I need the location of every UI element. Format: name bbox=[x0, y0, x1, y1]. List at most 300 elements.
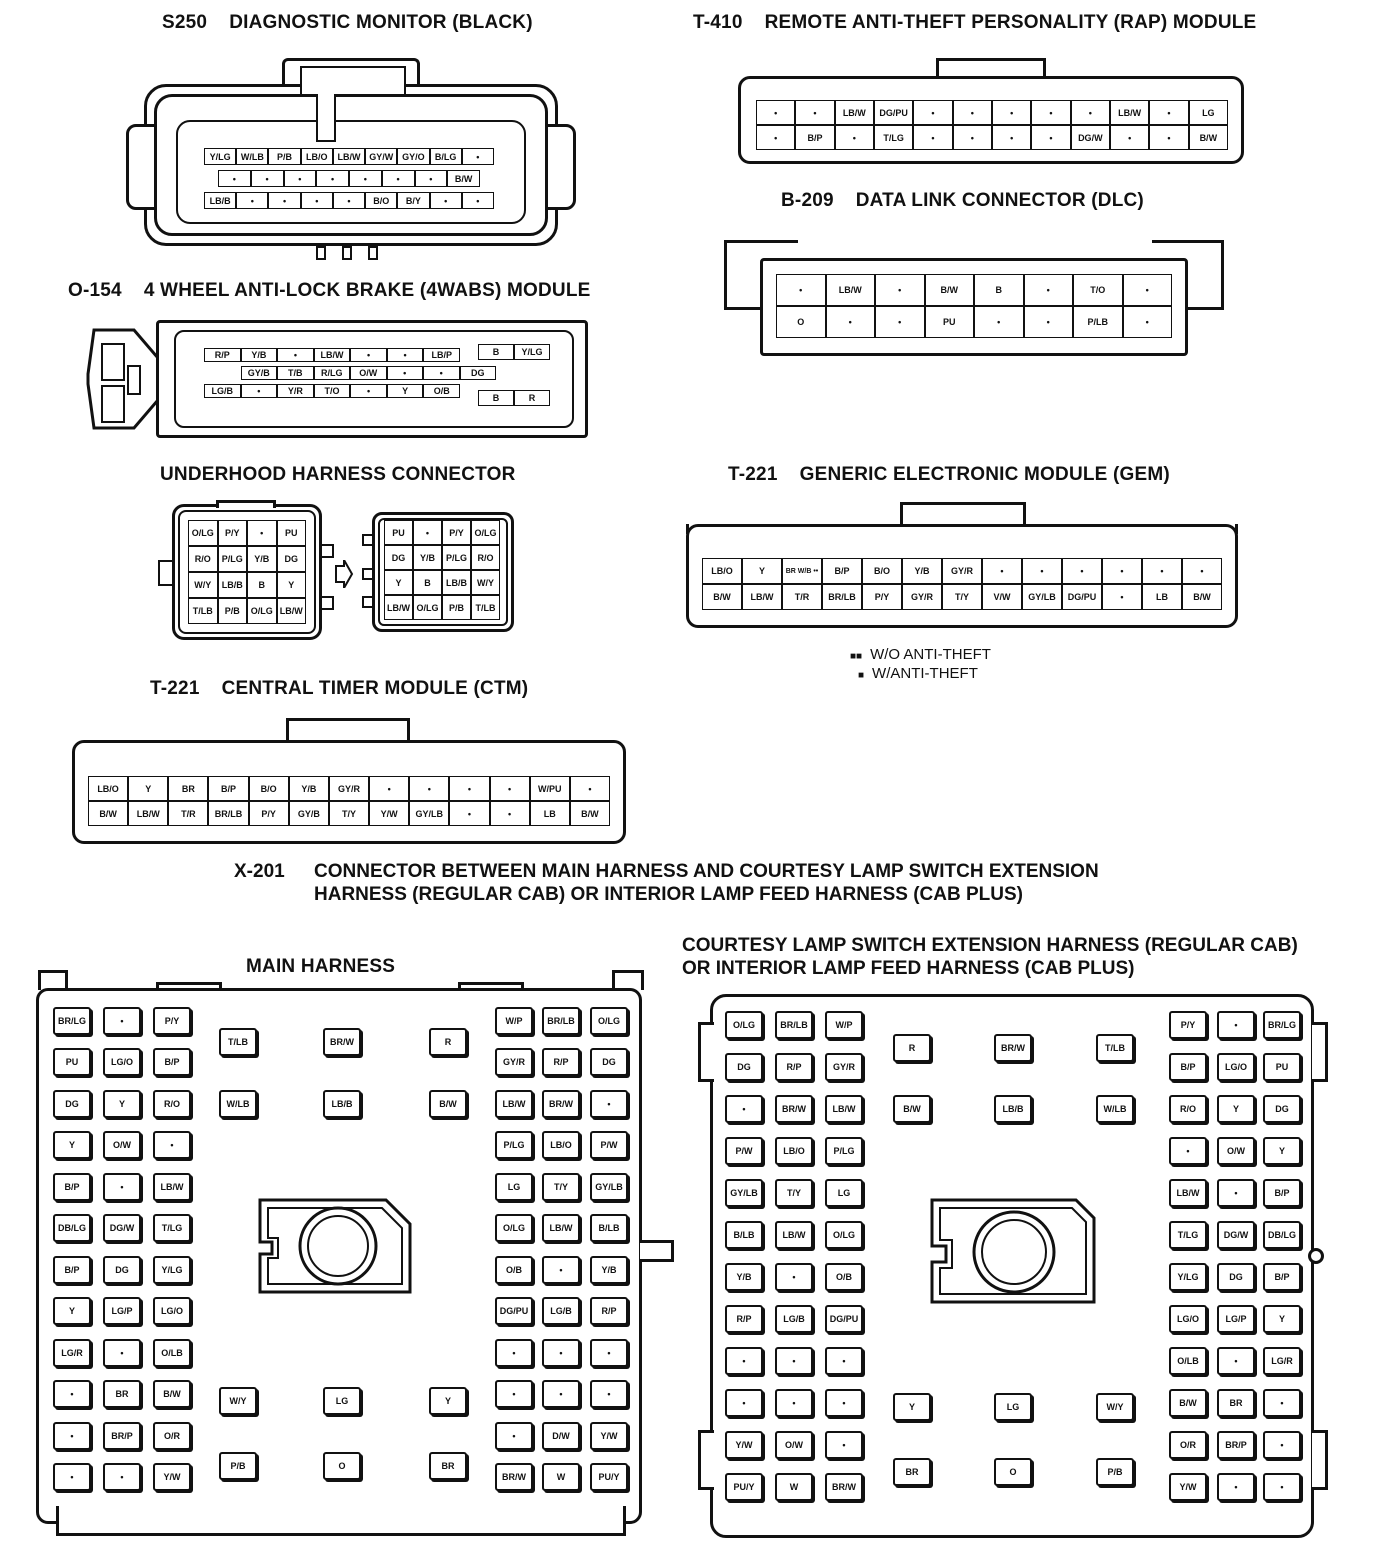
pin: • bbox=[387, 366, 424, 380]
pin: • bbox=[835, 125, 874, 150]
pin: LG bbox=[323, 1387, 361, 1415]
pin: • bbox=[1123, 306, 1173, 338]
pin: • bbox=[449, 776, 489, 801]
o154-latch-icon bbox=[84, 324, 164, 434]
pin: Y/B bbox=[289, 776, 329, 801]
pin: • bbox=[413, 520, 442, 545]
pin: LG bbox=[994, 1393, 1032, 1421]
pin: O/B bbox=[495, 1256, 533, 1284]
pin: LB/W bbox=[277, 598, 307, 624]
pin: • bbox=[423, 366, 460, 380]
pin: W/P bbox=[825, 1011, 863, 1039]
pin: DG bbox=[1217, 1263, 1255, 1291]
pin: W/Y bbox=[188, 572, 218, 598]
pin: Y/W bbox=[369, 801, 409, 826]
pin: • bbox=[756, 125, 795, 150]
pin: • bbox=[103, 1463, 141, 1491]
pin: DG bbox=[384, 545, 413, 570]
pin: • bbox=[725, 1389, 763, 1417]
pin: B/O bbox=[365, 192, 397, 209]
pin: • bbox=[992, 100, 1031, 125]
pin: W bbox=[775, 1473, 813, 1501]
pin: LB/W bbox=[835, 100, 874, 125]
pin: • bbox=[725, 1095, 763, 1123]
pin: B/LB bbox=[725, 1221, 763, 1249]
pin: • bbox=[1142, 558, 1182, 584]
pin: LB bbox=[1142, 584, 1182, 610]
pin: LB/B bbox=[442, 570, 471, 595]
pin: R bbox=[514, 390, 550, 406]
pin: LG/R bbox=[1263, 1347, 1301, 1375]
pin: • bbox=[387, 348, 424, 362]
gem-legend bbox=[850, 646, 991, 684]
pin: B/P bbox=[53, 1173, 91, 1201]
pin: T/LB bbox=[188, 598, 218, 624]
pin: • bbox=[1217, 1347, 1255, 1375]
pin: O/LB bbox=[153, 1339, 191, 1367]
pin: O/B bbox=[423, 384, 460, 398]
pin: • bbox=[316, 170, 349, 187]
pin: LB/B bbox=[218, 572, 248, 598]
pin: BR/W bbox=[825, 1473, 863, 1501]
pin: LB/O bbox=[88, 776, 128, 801]
pin: P/Y bbox=[862, 584, 902, 610]
pin: B/W bbox=[1189, 125, 1228, 150]
pin: Y/B bbox=[902, 558, 942, 584]
pin: GY/R bbox=[495, 1048, 533, 1076]
pin: • bbox=[153, 1131, 191, 1159]
pin: Y bbox=[103, 1090, 141, 1118]
pin: • bbox=[542, 1256, 580, 1284]
pin: • bbox=[875, 274, 925, 306]
pin: • bbox=[1123, 274, 1173, 306]
ctm-connector bbox=[72, 718, 626, 844]
pin: B/LB bbox=[590, 1214, 628, 1242]
pin: LB/O bbox=[775, 1137, 813, 1165]
pin: BR bbox=[893, 1458, 931, 1486]
pin: Y bbox=[53, 1297, 91, 1325]
pin: T/R bbox=[782, 584, 822, 610]
pin: • bbox=[1217, 1011, 1255, 1039]
pin: B/P bbox=[53, 1256, 91, 1284]
pin: DG bbox=[1263, 1095, 1301, 1123]
pin: LB/W bbox=[384, 595, 413, 620]
pin: B/W bbox=[429, 1090, 467, 1118]
pin: P/LG bbox=[495, 1131, 533, 1159]
pin: O/LG bbox=[590, 1007, 628, 1035]
pin: • bbox=[1071, 100, 1110, 125]
pin: O/LG bbox=[413, 595, 442, 620]
pin: BR/LB bbox=[208, 801, 248, 826]
pin: LB/W bbox=[128, 801, 168, 826]
pin: Y bbox=[384, 570, 413, 595]
pin: R/P bbox=[204, 348, 241, 362]
pin: • bbox=[1149, 100, 1188, 125]
pin: • bbox=[268, 192, 300, 209]
o154-title: O-154 4 WHEEL ANTI-LOCK BRAKE (4WABS) MODULE bbox=[68, 280, 591, 301]
center-mount-icon bbox=[928, 1196, 1098, 1306]
pin: • bbox=[1062, 558, 1102, 584]
pin: Y/W bbox=[725, 1431, 763, 1459]
pin: R/P bbox=[542, 1048, 580, 1076]
pin: • bbox=[247, 520, 277, 546]
pin: T/LB bbox=[471, 595, 500, 620]
pin: T/LB bbox=[1096, 1034, 1134, 1062]
pin: R bbox=[893, 1034, 931, 1062]
pin: B/W bbox=[447, 170, 480, 187]
pin: • bbox=[1022, 558, 1062, 584]
pin: • bbox=[825, 1347, 863, 1375]
pin: • bbox=[462, 192, 494, 209]
pin: T/LB bbox=[219, 1028, 257, 1056]
pin: W/LB bbox=[1096, 1095, 1134, 1123]
pin: P/Y bbox=[153, 1007, 191, 1035]
pin: • bbox=[430, 192, 462, 209]
pin: • bbox=[826, 306, 876, 338]
pin: • bbox=[462, 148, 494, 165]
pin: B bbox=[247, 572, 277, 598]
pin: BR/W bbox=[542, 1090, 580, 1118]
pin: • bbox=[415, 170, 448, 187]
pin: B/W bbox=[570, 801, 610, 826]
pin: DG bbox=[460, 366, 497, 380]
pin: B bbox=[413, 570, 442, 595]
s250-row-3 bbox=[204, 192, 494, 209]
pin bbox=[204, 366, 241, 380]
pin: BR/P bbox=[1217, 1431, 1255, 1459]
pin: • bbox=[1263, 1389, 1301, 1417]
pin: • bbox=[775, 1389, 813, 1417]
pin: GY/R bbox=[902, 584, 942, 610]
pin: • bbox=[1217, 1473, 1255, 1501]
s250-connector bbox=[120, 58, 582, 258]
pin: R/O bbox=[471, 545, 500, 570]
pin: LG/B bbox=[204, 384, 241, 398]
pin: B/P bbox=[1263, 1263, 1301, 1291]
pin: W/Y bbox=[471, 570, 500, 595]
pin: W/Y bbox=[219, 1387, 257, 1415]
pin: • bbox=[53, 1422, 91, 1450]
pin: W bbox=[542, 1463, 580, 1491]
pin: • bbox=[490, 801, 530, 826]
pin: LB/O bbox=[702, 558, 742, 584]
pin: • bbox=[982, 558, 1022, 584]
pin: • bbox=[795, 100, 834, 125]
t410-pin-grid bbox=[756, 100, 1228, 150]
pin: • bbox=[301, 192, 333, 209]
pin: BR bbox=[168, 776, 208, 801]
pin: DG bbox=[277, 546, 307, 572]
pin: O/LG bbox=[725, 1011, 763, 1039]
pin: PU/Y bbox=[725, 1473, 763, 1501]
pin: O/LG bbox=[495, 1214, 533, 1242]
pin: W/P bbox=[495, 1007, 533, 1035]
pin: T/LG bbox=[153, 1214, 191, 1242]
pin: PU bbox=[1263, 1053, 1301, 1081]
pin: LB/W bbox=[495, 1090, 533, 1118]
pin: • bbox=[333, 192, 365, 209]
pin: B/P bbox=[822, 558, 862, 584]
pin: B/O bbox=[862, 558, 902, 584]
pin: T/O bbox=[1073, 274, 1123, 306]
pin: O/W bbox=[775, 1431, 813, 1459]
pin: O/LG bbox=[825, 1221, 863, 1249]
pin: • bbox=[725, 1347, 763, 1375]
pin: • bbox=[1102, 558, 1142, 584]
b209-connector bbox=[724, 238, 1224, 356]
pin: LB/W bbox=[742, 584, 782, 610]
pin: Y/R bbox=[277, 384, 314, 398]
pin: R/O bbox=[1169, 1095, 1207, 1123]
pin: BR bbox=[1217, 1389, 1255, 1417]
pin: BR/W bbox=[994, 1034, 1032, 1062]
pin: • bbox=[236, 192, 268, 209]
pin: DG bbox=[590, 1048, 628, 1076]
pin: GY/LB bbox=[590, 1173, 628, 1201]
pin: O/LG bbox=[247, 598, 277, 624]
pin: • bbox=[953, 100, 992, 125]
pin: LB/W bbox=[1110, 100, 1149, 125]
pin: V/W bbox=[982, 584, 1022, 610]
pin: • bbox=[490, 776, 530, 801]
pin: O bbox=[776, 306, 826, 338]
pin: GY/LB bbox=[725, 1179, 763, 1207]
pin: P/Y bbox=[218, 520, 248, 546]
pin: P/B bbox=[1096, 1458, 1134, 1486]
pin: Y/B bbox=[247, 546, 277, 572]
pin: • bbox=[542, 1380, 580, 1408]
s250-title: S250 DIAGNOSTIC MONITOR (BLACK) bbox=[162, 12, 533, 33]
pin: GY/B bbox=[289, 801, 329, 826]
pin: LG/O bbox=[1169, 1305, 1207, 1333]
s250-code: S250 bbox=[162, 12, 208, 33]
pin: B/W bbox=[702, 584, 742, 610]
pin: B/W bbox=[893, 1095, 931, 1123]
pin: R/O bbox=[153, 1090, 191, 1118]
pin: • bbox=[1263, 1473, 1301, 1501]
pin: DG/W bbox=[103, 1214, 141, 1242]
pin: GY/LB bbox=[409, 801, 449, 826]
pin: Y bbox=[742, 558, 782, 584]
pin: BR W/B •• bbox=[782, 558, 822, 584]
pin: Y/LG bbox=[153, 1256, 191, 1284]
pin: LG/O bbox=[103, 1048, 141, 1076]
pin: T/Y bbox=[775, 1179, 813, 1207]
pin: T/LG bbox=[874, 125, 913, 150]
pin: LB/O bbox=[301, 148, 333, 165]
pin: LG/B bbox=[775, 1305, 813, 1333]
pin: GY/O bbox=[397, 148, 429, 165]
pin: R/LG bbox=[314, 366, 351, 380]
b209-title: B-209 DATA LINK CONNECTOR (DLC) bbox=[781, 190, 1144, 211]
s250-row-1 bbox=[204, 148, 494, 165]
pin: • bbox=[992, 125, 1031, 150]
pin: • bbox=[1031, 100, 1070, 125]
pin: LB/W bbox=[314, 348, 351, 362]
pin: LB bbox=[530, 801, 570, 826]
pin: • bbox=[1031, 125, 1070, 150]
pin: • bbox=[825, 1431, 863, 1459]
pin: • bbox=[1217, 1179, 1255, 1207]
pin: Y/LG bbox=[204, 148, 236, 165]
pin: BR/LG bbox=[1263, 1011, 1301, 1039]
pin: DG bbox=[103, 1256, 141, 1284]
pin: T/R bbox=[168, 801, 208, 826]
pin: B/P bbox=[1263, 1179, 1301, 1207]
underhood-right-connector bbox=[362, 510, 522, 634]
pin: LB/W bbox=[775, 1221, 813, 1249]
pin: P/LB bbox=[1073, 306, 1123, 338]
pin: • bbox=[775, 1263, 813, 1291]
pin: • bbox=[103, 1173, 141, 1201]
pin: DG bbox=[53, 1090, 91, 1118]
pin: • bbox=[825, 1389, 863, 1417]
underhood-left-connector bbox=[156, 500, 350, 642]
pin: LG/B bbox=[542, 1297, 580, 1325]
gem-title: T-221 GENERIC ELECTRONIC MODULE (GEM) bbox=[728, 464, 1170, 485]
pin: O/R bbox=[153, 1422, 191, 1450]
pin: • bbox=[495, 1380, 533, 1408]
pin: DB/LG bbox=[53, 1214, 91, 1242]
pin: PU/Y bbox=[590, 1463, 628, 1491]
pin: • bbox=[776, 274, 826, 306]
pin: • bbox=[570, 776, 610, 801]
pin: • bbox=[369, 776, 409, 801]
pin: Y/B bbox=[241, 348, 278, 362]
pin: DG/PU bbox=[874, 100, 913, 125]
pin: LG/P bbox=[103, 1297, 141, 1325]
pin: P/LG bbox=[825, 1137, 863, 1165]
o154-side-top bbox=[478, 344, 550, 360]
pin: • bbox=[1182, 558, 1222, 584]
pin: O/R bbox=[1169, 1431, 1207, 1459]
center-mount-icon bbox=[256, 1196, 416, 1296]
pin: • bbox=[875, 306, 925, 338]
pin: LG/R bbox=[53, 1339, 91, 1367]
pin: • bbox=[590, 1339, 628, 1367]
pin: BR/P bbox=[103, 1422, 141, 1450]
pin: Y/B bbox=[725, 1263, 763, 1291]
underhood-right-grid bbox=[384, 520, 500, 620]
main-harness-title: MAIN HARNESS bbox=[246, 956, 396, 977]
pin: O/B bbox=[825, 1263, 863, 1291]
pin: Y/LG bbox=[1169, 1263, 1207, 1291]
pin: Y bbox=[387, 384, 424, 398]
pin: Y bbox=[1217, 1095, 1255, 1123]
pin: P/LG bbox=[442, 545, 471, 570]
pin: W/LB bbox=[236, 148, 268, 165]
pin: LB/O bbox=[542, 1131, 580, 1159]
underhood-title: UNDERHOOD HARNESS CONNECTOR bbox=[160, 464, 516, 485]
pin: • bbox=[449, 801, 489, 826]
pin: LB/W bbox=[333, 148, 365, 165]
pin: • bbox=[350, 348, 387, 362]
pin: • bbox=[1149, 125, 1188, 150]
pin: PU bbox=[384, 520, 413, 545]
pin: W/LB bbox=[219, 1090, 257, 1118]
pin: O/W bbox=[103, 1131, 141, 1159]
ctm-title: T-221 CENTRAL TIMER MODULE (CTM) bbox=[150, 678, 529, 699]
pin: • bbox=[103, 1007, 141, 1035]
pin: W/PU bbox=[530, 776, 570, 801]
o154-side-bottom bbox=[478, 390, 550, 406]
pin: B/P bbox=[153, 1048, 191, 1076]
pin: B/LG bbox=[430, 148, 462, 165]
pin: W/Y bbox=[1096, 1393, 1134, 1421]
pin: LB/W bbox=[1169, 1179, 1207, 1207]
gem-connector bbox=[686, 502, 1238, 628]
pin: • bbox=[382, 170, 415, 187]
pin: Y bbox=[1263, 1137, 1301, 1165]
pin: B/W bbox=[88, 801, 128, 826]
pin: • bbox=[53, 1463, 91, 1491]
pin: • bbox=[913, 125, 952, 150]
pin: O/LG bbox=[188, 520, 218, 546]
pin: LG bbox=[1189, 100, 1228, 125]
pin: B/O bbox=[249, 776, 289, 801]
pin: • bbox=[350, 384, 387, 398]
pin: LB/W bbox=[542, 1214, 580, 1242]
pin: • bbox=[756, 100, 795, 125]
pin: • bbox=[218, 170, 251, 187]
pin: LB/B bbox=[994, 1095, 1032, 1123]
o154-row-3 bbox=[204, 384, 460, 398]
pin: BR/W bbox=[323, 1028, 361, 1056]
pin: Y bbox=[893, 1393, 931, 1421]
pin: • bbox=[775, 1347, 813, 1375]
pin: Y bbox=[1263, 1305, 1301, 1333]
pin: • bbox=[1024, 306, 1074, 338]
pin: • bbox=[542, 1339, 580, 1367]
pin: T/B bbox=[277, 366, 314, 380]
pin: B bbox=[478, 344, 514, 360]
pin: P/W bbox=[590, 1131, 628, 1159]
pin: • bbox=[284, 170, 317, 187]
pin: LG bbox=[495, 1173, 533, 1201]
pin: • bbox=[53, 1380, 91, 1408]
pin: T/Y bbox=[329, 801, 369, 826]
pin: B/P bbox=[795, 125, 834, 150]
pin: Y bbox=[128, 776, 168, 801]
pin: Y/W bbox=[153, 1463, 191, 1491]
pin: • bbox=[953, 125, 992, 150]
pin: DG/W bbox=[1071, 125, 1110, 150]
o154-row-2 bbox=[204, 366, 496, 380]
x201-title: X-201 CONNECTOR BETWEEN MAIN HARNESS AND COURTESY LAMP SWITCH EXTENSION HARNESS (REGULAR CAB) OR INTERIOR LAMP FEED HARNESS (CAB PLUS) bbox=[234, 861, 1099, 905]
pin: PU bbox=[53, 1048, 91, 1076]
pin: • bbox=[495, 1422, 533, 1450]
pin: LG bbox=[825, 1179, 863, 1207]
underhood-left-grid bbox=[188, 520, 306, 624]
pin: GY/W bbox=[365, 148, 397, 165]
pin: BR bbox=[429, 1452, 467, 1480]
pin: B/W bbox=[153, 1380, 191, 1408]
pin: • bbox=[590, 1090, 628, 1118]
pin: BR/W bbox=[775, 1095, 813, 1123]
pin: R bbox=[429, 1028, 467, 1056]
pin: T/LG bbox=[1169, 1221, 1207, 1249]
pin: R/O bbox=[188, 546, 218, 572]
pin: DG/PU bbox=[825, 1305, 863, 1333]
pin: P/Y bbox=[1169, 1011, 1207, 1039]
pin: Y/B bbox=[413, 545, 442, 570]
pin: GY/LB bbox=[1022, 584, 1062, 610]
pin: LB/B bbox=[323, 1090, 361, 1118]
pin: B/P bbox=[208, 776, 248, 801]
arrow-right-icon bbox=[334, 560, 354, 588]
pin: P/W bbox=[725, 1137, 763, 1165]
pin: B/W bbox=[1182, 584, 1222, 610]
